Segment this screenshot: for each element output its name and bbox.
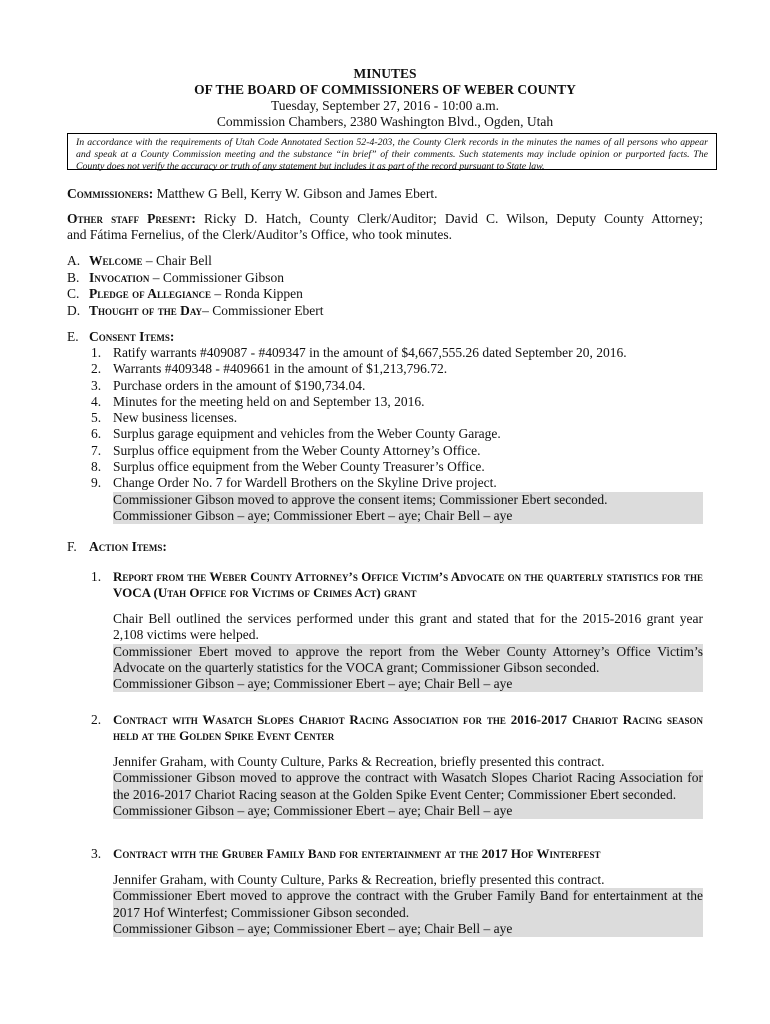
list-item <box>91 361 703 377</box>
agenda-item-thought <box>67 303 703 320</box>
item-text: Surplus office equipment from the Weber County Treasurer’s Office. <box>113 459 485 475</box>
item-intro: Jennifer Graham, with County Culture, Parks & Recreation, briefly presented this contract. <box>113 872 605 887</box>
staff-value-line2: and Fátima Fernelius, of the Clerk/Auditor’s Office, who took minutes. <box>67 227 452 242</box>
item-number: 7. <box>91 442 102 458</box>
agenda-letter: D. <box>67 302 81 318</box>
item-motion-block <box>113 644 703 693</box>
item-motion-block <box>113 770 703 819</box>
consent-heading <box>67 329 703 345</box>
list-item <box>91 426 703 442</box>
consent-section <box>67 329 703 524</box>
meeting-date: Tuesday, September 27, 2016 - 10:00 a.m. <box>270 98 500 113</box>
agenda-title: Thought of the Day <box>89 302 203 318</box>
action-item-3 <box>91 846 703 937</box>
item-number: 1. <box>91 569 102 584</box>
agenda-letter: B. <box>67 269 80 285</box>
item-text: New business licenses. <box>113 410 238 426</box>
agenda-title: Invocation <box>89 269 150 285</box>
item-number: 1. <box>91 345 102 360</box>
item-number: 9. <box>91 475 102 491</box>
item-intro: Chair Bell outlined the services performed under this grant and stated that for the 2015-2016 grant year 2,108 victims were helped. <box>113 611 703 643</box>
agenda-detail: – Commissioner Gibson <box>149 269 285 285</box>
spacer <box>91 862 703 872</box>
consent-motion: Commissioner Gibson moved to approve the consent items; Commissioner Ebert seconded. <box>113 492 703 508</box>
action-section <box>67 539 703 555</box>
item-motion: Commissioner Ebert moved to approve the report from the Weber County Attorney’s Office Victim’s Advocate on the quarterly statistics for the VOCA grant; Commissioner Gibson seconded. <box>113 643 703 675</box>
action-body <box>113 611 703 692</box>
action-title <box>91 569 703 601</box>
item-number: 2. <box>91 361 102 377</box>
staff-present <box>67 211 703 243</box>
item-text: Purchase orders in the amount of $190,734.04. <box>113 377 366 393</box>
spacer <box>91 601 703 611</box>
item-text: Minutes for the meeting held on and September 13, 2016. <box>113 393 425 409</box>
commissioners-line <box>67 186 703 202</box>
list-item <box>91 443 703 459</box>
item-number: 3. <box>91 846 102 861</box>
item-number: 5. <box>91 410 102 426</box>
legal-disclaimer: In accordance with the requirements of Utah Code Annotated Section 52-4-203, the County Clerk records in the minutes the names of all persons who appear and speak at a County Commission meeting and the substance “in brief” of their comments. Such statements may include opinion or purported facts. The County does not verify the accuracy or truth of any statement but includes it as part of the record pursuant to State law. <box>67 133 717 170</box>
item-text: Change Order No. 7 for Wardell Brothers on the Skyline Drive project. <box>113 475 497 491</box>
consent-list <box>91 345 703 492</box>
item-intro: Jennifer Graham, with County Culture, Parks & Recreation, briefly presented this contract. <box>113 754 605 769</box>
item-text: Ratify warrants #409087 - #409347 in the amount of $4,667,555.26 dated September 20, 2016. <box>113 345 627 360</box>
item-number: 3. <box>91 377 102 393</box>
action-heading <box>67 539 703 555</box>
agenda-item-pledge <box>67 286 703 303</box>
document-subtitle: OF THE BOARD OF COMMISSIONERS OF WEBER COUNTY <box>194 82 576 97</box>
item-text: Surplus office equipment from the Weber County Attorney’s Office. <box>113 442 481 458</box>
item-motion-block <box>113 888 703 937</box>
agenda-detail: – Chair Bell <box>142 253 212 268</box>
list-item <box>91 394 703 410</box>
document-title: MINUTES <box>353 66 417 81</box>
item-motion: Commissioner Ebert moved to approve the contract with the Gruber Family Band for entertainment at the 2017 Hof Winterfest; Commissioner Gibson seconded. <box>113 888 703 920</box>
item-number: 4. <box>91 393 102 409</box>
item-number: 6. <box>91 426 102 442</box>
section-letter: E. <box>67 329 79 344</box>
list-item <box>91 378 703 394</box>
item-vote: Commissioner Gibson – aye; Commissioner Ebert – aye; Chair Bell – aye <box>113 676 513 692</box>
list-item <box>91 410 703 426</box>
section-title: Action Items: <box>89 539 167 554</box>
item-text: Surplus garage equipment and vehicles from the Weber County Garage. <box>113 426 501 442</box>
agenda-detail: – Ronda Kippen <box>211 286 303 301</box>
agenda-item-welcome <box>67 253 703 270</box>
consent-vote: Commissioner Gibson – aye; Commissioner Ebert – aye; Chair Bell – aye <box>113 508 703 524</box>
item-number: 8. <box>91 459 102 475</box>
list-item <box>91 459 703 475</box>
action-body <box>113 754 703 819</box>
agenda-letter: C. <box>67 286 80 301</box>
section-letter: F. <box>67 539 77 554</box>
agenda-item-invocation <box>67 270 703 287</box>
item-title: Contract with the Gruber Family Band for entertainment at the 2017 Hof Winterfest <box>113 846 601 861</box>
agenda-letter: A. <box>67 253 81 268</box>
staff-row-1 <box>67 211 703 227</box>
commissioners-label: Commissioners: <box>67 186 154 201</box>
staff-label: Other staff Present: <box>67 211 196 226</box>
spacer <box>91 744 703 754</box>
action-item-1 <box>91 569 703 692</box>
agenda-title: Pledge of Allegiance <box>89 286 212 301</box>
commissioners-value: Matthew G Bell, Kerry W. Gibson and James Ebert. <box>156 186 438 201</box>
agenda-detail: – Commissioner Ebert <box>202 302 324 318</box>
action-title <box>91 846 703 862</box>
item-vote: Commissioner Gibson – aye; Commissioner Ebert – aye; Chair Bell – aye <box>113 802 513 818</box>
action-title <box>91 712 703 744</box>
document-header <box>0 66 770 130</box>
opening-items <box>67 253 703 319</box>
action-body <box>113 872 703 937</box>
item-text: Warrants #409348 - #409661 in the amount of $1,213,796.72. <box>113 361 448 377</box>
item-title: Report from the Weber County Attorney’s Office Victim’s Advocate on the quarterly statistics for the VOCA (Utah Office for Victims of Crimes Act) grant <box>113 569 703 600</box>
item-title: Contract with Wasatch Slopes Chariot Racing Association for the 2016-2017 Chariot Racing season held at the Golden Spike Event Center <box>113 712 703 743</box>
item-vote: Commissioner Gibson – aye; Commissioner Ebert – aye; Chair Bell – aye <box>113 920 513 936</box>
action-item-2 <box>91 712 703 819</box>
staff-value-line1: Ricky D. Hatch, County Clerk/Auditor; David C. Wilson, Deputy County Attorney; <box>204 211 703 226</box>
list-item <box>91 475 703 491</box>
meeting-location: Commission Chambers, 2380 Washington Blvd., Ogden, Utah <box>216 114 554 129</box>
item-number: 2. <box>91 712 102 727</box>
list-item <box>91 345 703 361</box>
agenda-title: Welcome <box>89 253 143 268</box>
item-motion: Commissioner Gibson moved to approve the contract with Wasatch Slopes Chariot Racing Association for the 2016-2017 Chariot Racing season at the Golden Spike Event Center; Commissioner Ebert seconded. <box>113 770 703 802</box>
section-title: Consent Items: <box>89 329 175 344</box>
